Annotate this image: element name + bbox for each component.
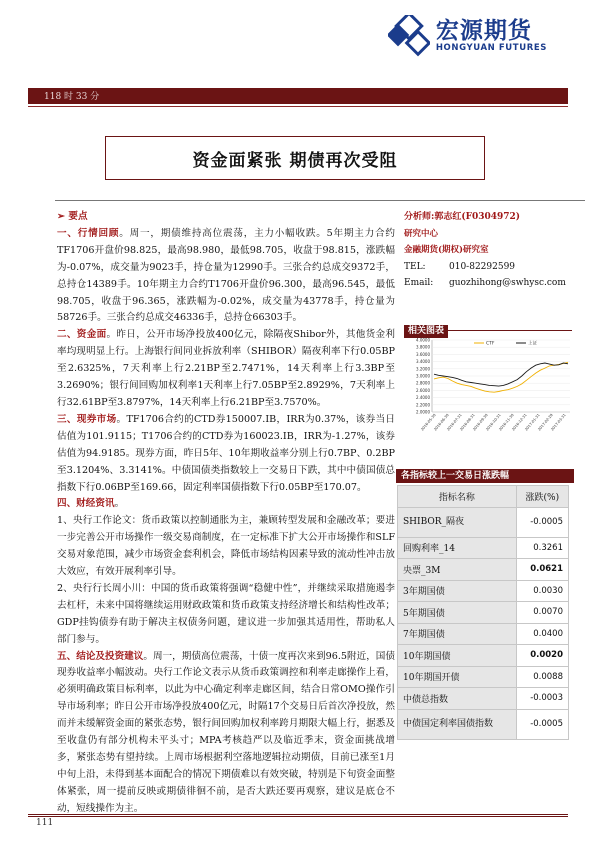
table-row (398, 688, 569, 710)
table-row (398, 645, 569, 667)
section-liquidity (57, 327, 395, 412)
logo-text-cn: 宏源期货 (435, 17, 532, 44)
table-row (398, 602, 569, 624)
logo-mark-icon (388, 15, 430, 57)
rate-change: 0.0088 (516, 666, 568, 688)
rate-name: 3年期国债 (398, 580, 517, 602)
rates-table-title: 各指标较上一交易日涨跌幅 (396, 469, 574, 483)
chart-x-tick-label: 2017-02-28 (537, 413, 554, 432)
chart-legend-label: CTF (486, 341, 495, 347)
chart-x-tick-label: 2016-11-30 (498, 413, 515, 432)
footer-rule (28, 816, 568, 817)
report-title-box (105, 136, 485, 180)
footer-rule (28, 814, 568, 815)
section-heading: 四、财经资讯 (57, 498, 115, 510)
rate-change: 0.0400 (516, 623, 568, 645)
chart-y-tick-label: 2.4000 (416, 395, 430, 401)
rate-change: 0.0020 (516, 645, 568, 667)
chart-x-tick-label: 2016-10-31 (485, 413, 502, 432)
rate-change: -0.0005 (516, 709, 568, 739)
rates-table (397, 485, 569, 740)
rate-name: 10年期国债 (398, 645, 517, 667)
section-heading: 一、行情回顾 (57, 227, 120, 239)
email-label: Email: (404, 278, 434, 288)
rate-name: 10年期国开债 (398, 666, 517, 688)
rate-name: 中债总指数 (398, 688, 517, 710)
chart-y-tick-label: 3.8000 (416, 344, 430, 350)
news-item: 1、央行工作论文：货币政策以控制通胀为主，兼顾转型发展和金融改革；要进一步完善公开市场操作一级交易商制度，在一定标准下扩大公开市场操作和SLF交易对象范围，减少市场资金套利机会，降低市场结构因素导致的流动性冲击放大效应，有效开展利率引导。 (57, 515, 395, 578)
chart-x-tick-label: 2016-09-30 (472, 413, 489, 432)
section-text: 。周一，期债维持高位震荡，主力小幅收跌。5年期主力合约TF1706开盘价98.825，最高98.980，最低98.705，收盘于98.815，涨跌幅为-0.07%，成交量为9023手，持仓量为12990手。三张合约总成交9372手，总持仓14389手。10年期主力合约T1706开盘价96.300，最高96.545，最低98.705，收盘于96.365，涨跌幅为-0.02%，成交量为43778手，持仓量为58726手。三张合约总成交46336手，总持仓66303手。 (57, 227, 395, 324)
rates-header-name: 指标名称 (398, 486, 517, 508)
analyst-email-row (404, 275, 574, 292)
rate-name: 5年期国债 (398, 602, 517, 624)
chart-x-tick-label: 2016-07-31 (446, 413, 463, 432)
analyst-dept: 研究中心 (404, 228, 439, 239)
table-row (398, 580, 569, 602)
title-separator (55, 200, 585, 201)
section-heading: 二、资金面 (57, 329, 107, 341)
yield-chart-svg (404, 334, 574, 442)
chart-y-tick-label: 2.2000 (416, 402, 430, 408)
page-number: 111 (36, 818, 54, 828)
rate-change: 0.0030 (516, 580, 568, 602)
chart-x-tick-label: 2017-01-31 (524, 413, 541, 432)
section-heading: 三、现券市场 (57, 413, 117, 425)
rate-name: 回购利率_14 (398, 537, 517, 559)
chart-y-tick-label: 4.0000 (416, 337, 430, 343)
table-row (398, 709, 569, 739)
chart-y-tick-label: 2.0000 (416, 409, 430, 415)
section-heading: 五、结论及投资建议 (57, 650, 144, 662)
chart-x-tick-label: 2016-06-30 (433, 413, 450, 432)
rate-name: SHIBOR_隔夜 (398, 507, 517, 537)
tel-label: TEL: (404, 261, 426, 272)
analyst-name: 分析师:郭志红(F0304972) (404, 212, 521, 222)
analyst-subdept: 金融期货(期权)研究室 (404, 245, 489, 255)
rate-change: 0.0621 (516, 559, 568, 581)
analyst-info (404, 209, 574, 292)
key-points-heading: ➢ 要点 (57, 211, 88, 222)
chart-y-tick-label: 3.0000 (416, 373, 430, 379)
chart-x-tick-label: 2016-05-30 (420, 413, 437, 432)
section-text: 。TF1706合约的CTD券150007.IB，IRR为0.37%，该券当日估值为101.9115；T1706合约的CTD券为160023.IB，IRR为-1.27%，该券估值为94.9185。现券方面，昨日5年、10年期收益率分别上行0.7BP、0.2BP至3.1204%、3.3141%。中债国债类指数较上一交易日下跌，其中中债国债总指数下行0.06BP至169.66，固定利率国债指数下行0.05BP至170.07。 (57, 413, 396, 493)
rates-header-change: 涨跌(%) (516, 486, 568, 508)
section-news (57, 496, 395, 513)
rate-name: 中债国定利率国债指数 (398, 709, 517, 739)
rate-change: -0.0003 (516, 688, 568, 710)
rate-change: 0.0070 (516, 602, 568, 624)
section-conclusion (57, 649, 395, 818)
report-body (57, 209, 395, 818)
tel-value: 010-82292599 (449, 261, 516, 272)
table-row (398, 623, 569, 645)
company-logo (388, 14, 547, 58)
header-band-text: 118 时 33 分 (44, 92, 100, 102)
chart-y-tick-label: 3.2000 (416, 366, 430, 372)
chart-legend-label: 上证 (528, 341, 537, 347)
table-row (398, 537, 569, 559)
rate-change: 0.3261 (516, 537, 568, 559)
chart-x-tick-label: 2016-12-31 (511, 413, 528, 432)
yield-chart (404, 334, 574, 442)
header-band (28, 88, 568, 104)
section-cash-bond (57, 412, 395, 497)
logo-text-en: HONGYUAN FUTURES (435, 42, 547, 53)
section-text: 。昨日，公开市场净投放400亿元，除隔夜Shibor外，其他货金利率均现明显上行。上海银行间同业拆放利率（SHIBOR）隔夜利率下行0.05BP至2.6325%，7天利率上行2.21BP至2.7471%，14天利率上行3.3BP至3.2690%；银行间回购加权利率1天利率上行7.05BP至2.8929%，7天利率上行32.61BP至3.8797%，14天利率上行6.21BP至3.7570%。 (57, 329, 396, 408)
chart-y-tick-label: 3.6000 (416, 351, 430, 357)
chart-y-tick-label: 2.8000 (416, 380, 430, 386)
chart-y-tick-label: 3.4000 (416, 359, 430, 365)
chart-y-tick-label: 2.6000 (416, 387, 430, 393)
table-row (398, 559, 569, 581)
rate-name: 7年期国债 (398, 623, 517, 645)
section-market-review (57, 226, 395, 327)
news-item: 2、央行行长周小川：中国的货币政策将强调“稳健中性”，并继续采取措施遏李去杠杆，未来中国将继续运用财政政策和货币政策支持经济增长和结构性改革；GDP挂钩债券有助于解决主权债务问题，建议进一步加强其适用性，帮助私人部门参与。 (57, 582, 395, 645)
chart-x-tick-label: 2016-08-31 (459, 413, 476, 432)
chart-x-tick-label: 2017-03-31 (550, 413, 567, 432)
section-text: 。周一，期债高位震荡，十债一度再次来到96.5附近，国债现券收益率小幅波动。央行工作论文表示从货币政策调控和利率走廊操作上看，必须明确政策目标利率，以此为中心确定利率走廊区间，结合日常OMO操作引导市场利率；昨日公开市场净投放400亿元，时隔17个交易日后首次净投放，然而并未缓解资金面的紧张态势，银行间回购加权利率跨月期限大幅上行，据悉及至收盘仍有部分机构未平头寸；MPA考核趋严以及临近季末，资金面挑战增多，紧张态势有望持续。上周市场根据利空落地逻辑拉动期债，目前已涨至1月中旬上沿，未得到基本面配合的情况下期债难以有效突破，特别是下旬资金面整体紧张，周一提前反映或期债徘徊不前，是否大跌还要再观察，建议是底仓不动，短线操作为主。 (57, 650, 395, 814)
table-row (398, 666, 569, 688)
analyst-tel-row (404, 259, 574, 276)
chart-series-line (434, 362, 568, 392)
report-title: 资金面紧张 期债再次受阻 (192, 150, 398, 171)
section-text: 。 (114, 498, 125, 510)
related-chart-heading (404, 318, 572, 336)
header-rule (28, 106, 568, 107)
rate-name: 央票_3M (398, 559, 517, 581)
related-chart-label: 相关图表 (404, 325, 448, 338)
rate-change: -0.0005 (516, 507, 568, 537)
table-row (398, 507, 569, 537)
email-value[interactable]: guozhihong@swhysc.com (449, 278, 566, 288)
